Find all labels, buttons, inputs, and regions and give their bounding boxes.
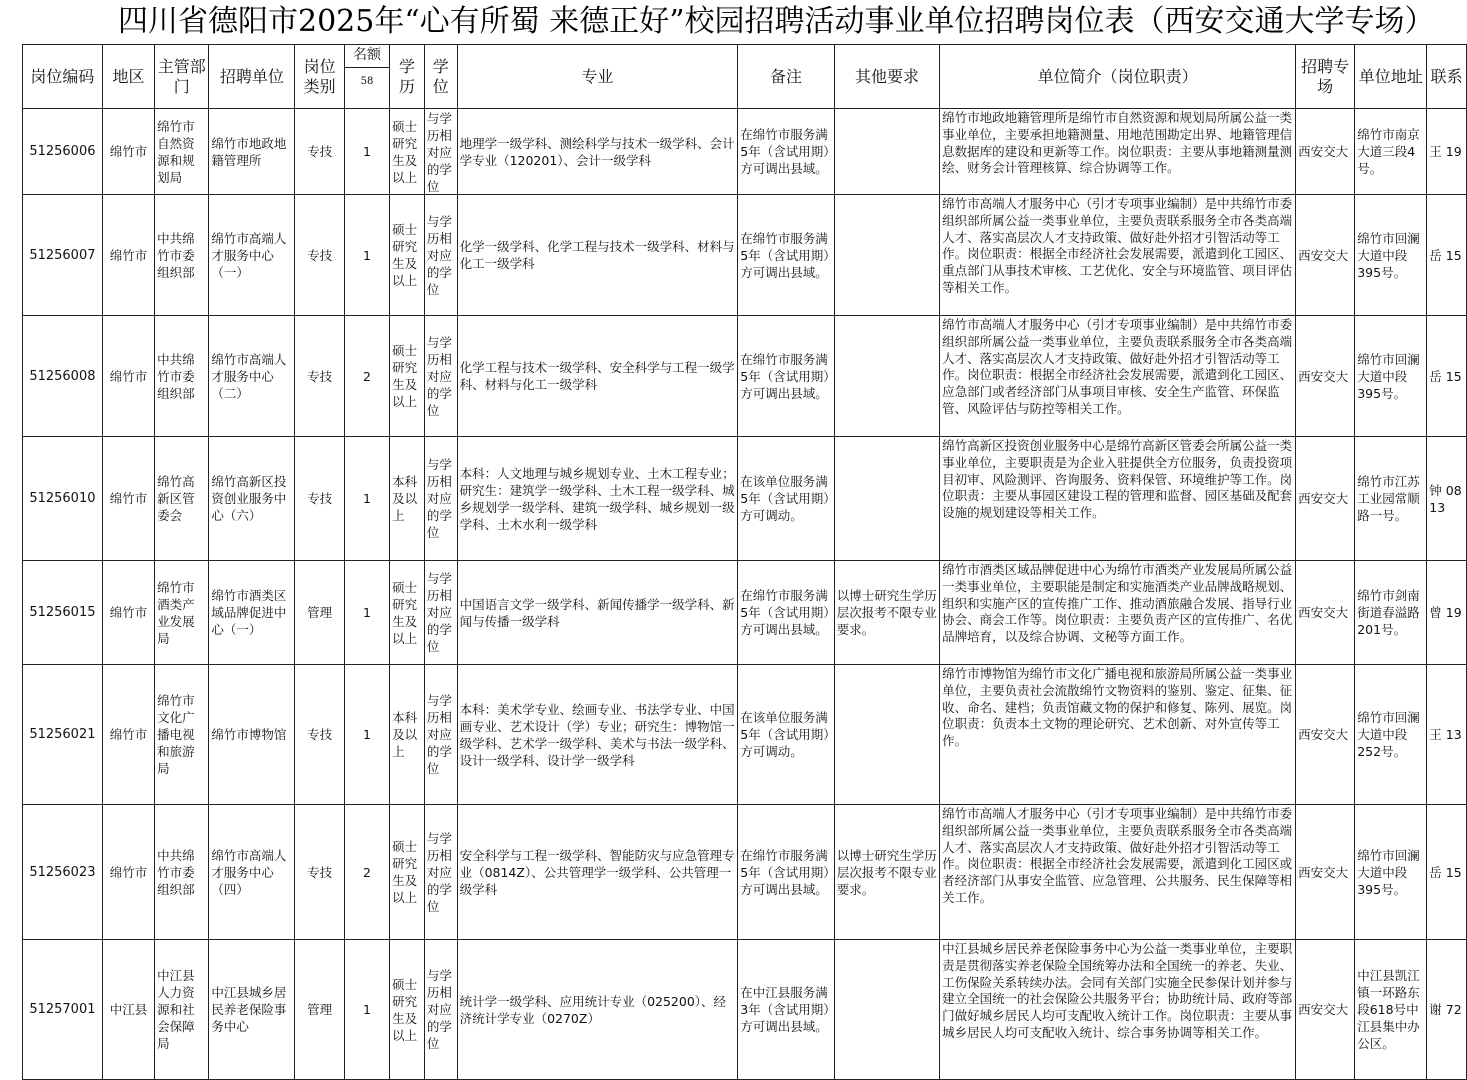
row-contact-text: 钟 08 13	[1429, 482, 1462, 515]
row-degree	[424, 805, 457, 940]
row-type-text: 专技	[307, 727, 333, 742]
header-quota-label: 名额	[345, 45, 389, 68]
row-contact-text: 王 19	[1429, 144, 1462, 159]
row-edu	[390, 805, 425, 940]
row-quota-text: 2	[362, 368, 371, 384]
row-address	[1355, 195, 1427, 316]
row-area	[102, 316, 154, 437]
row-degree-text: 与学历相对应的学位	[426, 830, 452, 914]
row-unit-text: 绵竹高新区投资创业服务中心（六）	[211, 474, 287, 523]
row-dept-text: 绵竹市自然资源和规划局	[157, 118, 195, 185]
row-other	[834, 109, 939, 195]
row-unit-text: 绵竹市高端人才服务中心（一）	[211, 230, 287, 280]
row-remark	[738, 665, 835, 805]
table-row	[23, 437, 1467, 561]
row-intro-text: 绵竹高新区投资创业服务中心是绵竹高新区管委会所属公益一类事业单位，主要职责是为企业入驻提供全方位服务，负责投资项目初审、风险测评、咨询服务、资料保管、环境维护等工作。岗位职责：主要从事园区建设工程的管理和监督、园区基础及配套设施的规划建设等相关工作。	[942, 438, 1293, 521]
row-quota	[344, 316, 389, 437]
row-quota-text: 1	[362, 1002, 371, 1017]
row-dept-text: 绵竹市文化广播电视和旅游局	[157, 693, 195, 776]
row-type-text: 专技	[307, 368, 333, 384]
row-degree	[424, 940, 457, 1080]
row-other	[834, 316, 939, 437]
row-code-text: 51256008	[29, 368, 96, 384]
row-edu-text: 硕士研究生及以上	[392, 976, 418, 1043]
header-edu: 学历	[390, 45, 425, 109]
job-table-container	[22, 44, 1467, 1080]
row-session-text: 西安交大	[1298, 605, 1349, 620]
row-dept	[155, 940, 209, 1080]
header-remark: 备注	[738, 45, 835, 109]
row-edu	[390, 316, 425, 437]
header-area: 地区	[102, 45, 154, 109]
row-session-text: 西安交大	[1298, 144, 1349, 159]
row-intro-text: 绵竹市博物馆为绵竹市文化广播电视和旅游局所属公益一类事业单位，主要负责社会流散绵竹文物资料的鉴别、鉴定、征集、征收、命名、建档；负责馆藏文物的保护和修复、陈列、展览。岗位职责：负责本土文物的理论研究、艺术创新、对外宣传等工作。	[942, 666, 1293, 749]
row-major-text: 本科：美术学专业、绘画专业、书法学专业、中国画专业、艺术设计（学）专业；研究生：博物馆一级学科、艺术学一级学科、美术与书法一级学科、设计一级学科、设计学一级学科	[459, 701, 735, 768]
row-session	[1296, 561, 1355, 665]
row-area	[102, 561, 154, 665]
row-code	[23, 561, 103, 665]
row-unit	[209, 940, 295, 1080]
header-contact: 联系	[1427, 45, 1467, 109]
row-edu-text: 硕士研究生及以上	[392, 343, 418, 409]
row-session	[1296, 437, 1355, 561]
header-session: 招聘专场	[1296, 45, 1355, 109]
row-major-text: 安全科学与工程一级学科、智能防灾与应急管理专业（0814Z）、公共管理学一级学科、公共管理一级学科	[459, 847, 735, 897]
row-remark	[738, 805, 835, 940]
row-type	[295, 109, 344, 195]
row-degree-text: 与学历相对应的学位	[426, 213, 452, 297]
row-remark	[738, 316, 835, 437]
row-code	[23, 109, 103, 195]
row-other	[834, 805, 939, 940]
row-degree-text: 与学历相对应的学位	[426, 693, 452, 776]
table-row	[23, 805, 1467, 940]
row-other	[834, 437, 939, 561]
row-other	[834, 195, 939, 316]
row-major	[457, 195, 738, 316]
table-body	[23, 109, 1467, 1080]
row-degree-text: 与学历相对应的学位	[426, 110, 452, 194]
row-area	[102, 437, 154, 561]
row-address	[1355, 665, 1427, 805]
header-dept: 主管部门	[155, 45, 209, 109]
row-address-text: 绵竹市回澜大道中段252号。	[1357, 710, 1420, 759]
row-session-text: 西安交大	[1298, 247, 1349, 263]
row-unit	[209, 437, 295, 561]
row-remark-text: 在绵竹市服务满5年（含试用期）方可调出县域。	[740, 847, 830, 897]
row-major	[457, 805, 738, 940]
row-type	[295, 316, 344, 437]
row-dept-text: 中共绵竹市委组织部	[157, 847, 195, 897]
row-type-text: 专技	[307, 491, 333, 506]
row-address	[1355, 437, 1427, 561]
row-session	[1296, 805, 1355, 940]
row-code	[23, 195, 103, 316]
row-quota	[344, 940, 389, 1080]
table-row	[23, 195, 1467, 316]
row-address	[1355, 805, 1427, 940]
header-degree: 学位	[424, 45, 457, 109]
row-other	[834, 561, 939, 665]
row-edu-text: 硕士研究生及以上	[392, 579, 418, 646]
row-edu-text: 硕士研究生及以上	[392, 118, 418, 185]
row-major-text: 统计学一级学科、应用统计专业（025200）、经济统计学专业（0270Z）	[459, 993, 727, 1026]
row-session	[1296, 940, 1355, 1080]
row-quota-text: 1	[362, 247, 371, 263]
row-degree-text: 与学历相对应的学位	[426, 334, 452, 418]
row-session	[1296, 195, 1355, 316]
row-contact-text: 岳 15	[1429, 368, 1462, 384]
row-code-text: 51256006	[29, 144, 96, 159]
row-contact-text: 王 13	[1429, 727, 1462, 742]
table-row	[23, 316, 1467, 437]
row-degree	[424, 316, 457, 437]
row-dept	[155, 195, 209, 316]
row-unit	[209, 805, 295, 940]
row-intro-text: 绵竹市高端人才服务中心（引才专项事业编制）是中共绵竹市委组织部所属公益一类事业单位，主要负责联系服务全市各类高端人才、落实高层次人才支持政策、做好赴外招才引智活动等工作。岗位职责：根据全市经济社会发展需要，派遣到化工园区、重点部门从事技术审核、工艺优化、安全与环境监管、项目评估等相关工作。	[942, 196, 1293, 295]
page-title: 四川省德阳市2025年“心有所蜀 来德正好”校园招聘活动事业单位招聘岗位表（西安交通大学专场）	[118, 4, 1435, 39]
row-unit-text: 中江县城乡居民养老保险事务中心	[211, 985, 287, 1034]
row-remark-text: 在该单位服务满5年（含试用期）方可调动。	[740, 474, 830, 523]
row-code-text: 51256015	[29, 605, 96, 620]
row-area-text: 中江县	[109, 1002, 148, 1017]
row-edu	[390, 437, 425, 561]
row-code	[23, 805, 103, 940]
row-contact	[1427, 195, 1467, 316]
row-quota	[344, 665, 389, 805]
row-unit	[209, 195, 295, 316]
row-quota-text: 1	[362, 727, 371, 742]
row-type-text: 管理	[307, 1002, 333, 1017]
row-intro-text: 绵竹市高端人才服务中心（引才专项事业编制）是中共绵竹市委组织部所属公益一类事业单位，主要负责联系服务全市各类高端人才、落实高层次人才支持政策、做好赴外招才引智活动等工作。岗位职责：根据全市经济社会发展需要，派遣到化工园区、应急部门或者经济部门从事项目审核、安全生产监管、环保监管、风险评估与防控等相关工作。	[942, 317, 1293, 416]
row-area-text: 绵竹市	[109, 368, 148, 384]
row-code	[23, 665, 103, 805]
table-row	[23, 109, 1467, 195]
row-session-text: 西安交大	[1298, 727, 1349, 742]
row-dept	[155, 561, 209, 665]
row-remark-text: 在绵竹市服务满5年（含试用期）方可调出县域。	[740, 127, 830, 176]
row-intro-text: 中江县城乡居民养老保险事务中心为公益一类事业单位，主要职责是贯彻落实养老保险全国统筹办法和全国统一的养老、失业、工伤保险关系转续办法。会同有关部门实施全民参保计划并参与建立全国统一的社会保险公共服务平台；协助统计局、政府等部门做好城乡居民人均可支配收入统计工作。岗位职责：主要从事城乡居民人均可支配收入统计、综合事务协调等相关工作。	[942, 941, 1293, 1040]
row-contact	[1427, 109, 1467, 195]
row-edu-text: 本科及以上	[392, 710, 418, 759]
row-remark-text: 在绵竹市服务满5年（含试用期）方可调出县域。	[740, 351, 830, 401]
row-major-text: 地理学一级学科、测绘科学与技术一级学科、会计学专业（120201）、会计一级学科	[459, 135, 735, 168]
row-dept	[155, 109, 209, 195]
row-other-text: 以博士研究生学历层次报考不限专业要求。	[836, 588, 937, 637]
row-dept	[155, 665, 209, 805]
row-unit-text: 绵竹市地政地籍管理所	[211, 135, 287, 168]
row-intro	[940, 665, 1296, 805]
row-address-text: 绵竹市回澜大道中段395号。	[1357, 847, 1420, 897]
row-major	[457, 316, 738, 437]
row-remark	[738, 940, 835, 1080]
row-contact	[1427, 316, 1467, 437]
row-contact	[1427, 561, 1467, 665]
header-major: 专业	[457, 45, 738, 109]
row-intro	[940, 940, 1296, 1080]
row-major	[457, 437, 738, 561]
row-type	[295, 940, 344, 1080]
row-contact-text: 岳 15	[1429, 247, 1462, 263]
row-major	[457, 665, 738, 805]
table-row	[23, 561, 1467, 665]
header-intro: 单位简介（岗位职责）	[940, 45, 1296, 109]
row-quota-text: 1	[362, 144, 371, 159]
table-row	[23, 665, 1467, 805]
row-intro	[940, 316, 1296, 437]
header-quota-total: 58	[360, 76, 374, 87]
row-unit	[209, 561, 295, 665]
row-area	[102, 109, 154, 195]
row-address-text: 绵竹市回澜大道中段395号。	[1357, 351, 1420, 401]
row-session-text: 西安交大	[1298, 864, 1349, 880]
row-session	[1296, 316, 1355, 437]
row-remark-text: 在该单位服务满5年（含试用期）方可调动。	[740, 710, 830, 759]
row-degree-text: 与学历相对应的学位	[426, 968, 452, 1051]
row-dept	[155, 437, 209, 561]
row-intro	[940, 195, 1296, 316]
row-edu	[390, 195, 425, 316]
row-other-text: 以博士研究生学历层次报考不限专业要求。	[836, 847, 937, 897]
row-intro-text: 绵竹市酒类区域品牌促进中心为绵竹市酒类产业发展局所属公益一类事业单位，主要职能是制定和实施酒类产业品牌战略规划、组织和实施产区的宣传推广工作、推动酒旅融合发展、指导行业协会、商会工作等。岗位职责：主要负责产区的宣传推广、名优品牌培育，以及综合协调、文秘等方面工作。	[942, 562, 1293, 645]
row-area-text: 绵竹市	[109, 247, 148, 263]
row-code	[23, 316, 103, 437]
row-address-text: 绵竹市回澜大道中段395号。	[1357, 230, 1420, 280]
row-code-text: 51257001	[29, 1002, 96, 1017]
row-degree-text: 与学历相对应的学位	[426, 571, 452, 654]
row-code	[23, 437, 103, 561]
row-code-text: 51256007	[29, 247, 96, 263]
row-session-text: 西安交大	[1298, 491, 1349, 506]
row-dept-text: 中共绵竹市委组织部	[157, 230, 195, 280]
row-major	[457, 940, 738, 1080]
row-major	[457, 109, 738, 195]
row-type-text: 管理	[307, 605, 333, 620]
row-type	[295, 805, 344, 940]
row-area-text: 绵竹市	[109, 605, 148, 620]
row-address	[1355, 561, 1427, 665]
row-degree	[424, 437, 457, 561]
header-unit: 招聘单位	[209, 45, 295, 109]
row-session	[1296, 109, 1355, 195]
row-degree	[424, 195, 457, 316]
row-edu	[390, 665, 425, 805]
row-quota	[344, 437, 389, 561]
row-remark-text: 在绵竹市服务满5年（含试用期）方可调出县域。	[740, 230, 830, 280]
row-type	[295, 195, 344, 316]
row-degree	[424, 561, 457, 665]
row-type	[295, 561, 344, 665]
row-area-text: 绵竹市	[109, 144, 148, 159]
row-session	[1296, 665, 1355, 805]
row-contact	[1427, 665, 1467, 805]
row-degree-text: 与学历相对应的学位	[426, 457, 452, 540]
row-major-text: 化学工程与技术一级学科、安全科学与工程一级学科、材料与化工一级学科	[459, 360, 735, 392]
row-intro-text: 绵竹市地政地籍管理所是绵竹市自然资源和规划局所属公益一类事业单位，主要承担地籍测量、用地范围勘定出界、地籍管理信息数据库的建设和更新等工作。岗位职责：主要从事地籍测量测绘、财务会计管理核算、综合协调等工作。	[942, 110, 1293, 176]
row-contact	[1427, 940, 1467, 1080]
row-code	[23, 940, 103, 1080]
row-address-text: 绵竹市江苏工业园常顺路一号。	[1357, 474, 1420, 523]
row-other	[834, 665, 939, 805]
row-address-text: 绵竹市南京大道三段4号。	[1357, 127, 1420, 176]
row-session-text: 西安交大	[1298, 368, 1349, 384]
row-address	[1355, 316, 1427, 437]
row-dept-text: 中江县人力资源和社会保障局	[157, 968, 195, 1051]
row-area	[102, 665, 154, 805]
row-code-text: 51256023	[29, 864, 96, 880]
row-remark	[738, 437, 835, 561]
row-dept	[155, 805, 209, 940]
row-type-text: 专技	[307, 247, 333, 263]
row-major-text: 本科：人文地理与城乡规划专业、土木工程专业；研究生：建筑学一级学科、土木工程一级学科、城乡规划学一级学科、建筑一级学科、城乡规划一级学科、土木水利一级学科	[459, 465, 735, 532]
table-header-row	[23, 45, 1467, 109]
row-type	[295, 437, 344, 561]
row-type	[295, 665, 344, 805]
row-edu	[390, 561, 425, 665]
row-contact-text: 谢 72	[1429, 1002, 1462, 1017]
row-unit	[209, 316, 295, 437]
row-quota	[344, 805, 389, 940]
row-unit-text: 绵竹市高端人才服务中心（四）	[211, 847, 287, 897]
row-unit-text: 绵竹市酒类区域品牌促进中心（一）	[211, 588, 287, 637]
row-address	[1355, 940, 1427, 1080]
table-row	[23, 940, 1467, 1080]
row-intro	[940, 561, 1296, 665]
row-remark	[738, 109, 835, 195]
row-degree	[424, 109, 457, 195]
row-code-text: 51256021	[29, 727, 96, 742]
row-intro-text: 绵竹市高端人才服务中心（引才专项事业编制）是中共绵竹市委组织部所属公益一类事业单位，主要负责联系服务全市各类高端人才、落实高层次人才支持政策、做好赴外招才引智活动等工作。岗位职责：根据全市经济社会发展需要，派遣到化工园区或者经济部门从事安全监管、应急管理、公共服务、民生保障等相关工作。	[942, 806, 1293, 905]
row-edu-text: 本科及以上	[392, 474, 418, 523]
row-area-text: 绵竹市	[109, 727, 148, 742]
row-type-text: 专技	[307, 144, 333, 159]
row-contact-text: 曾 19	[1429, 605, 1462, 620]
row-type-text: 专技	[307, 864, 333, 880]
row-area-text: 绵竹市	[109, 864, 148, 880]
row-unit-text: 绵竹市高端人才服务中心（二）	[211, 351, 287, 401]
row-quota	[344, 195, 389, 316]
row-intro	[940, 109, 1296, 195]
row-address-text: 中江县凯江镇一环路东段618号中江县集中办公区。	[1357, 968, 1420, 1051]
row-dept-text: 绵竹市酒类产业发展局	[157, 579, 195, 646]
row-major	[457, 561, 738, 665]
row-edu	[390, 940, 425, 1080]
row-area-text: 绵竹市	[109, 491, 148, 506]
row-code-text: 51256010	[29, 491, 96, 506]
row-quota	[344, 109, 389, 195]
row-remark-text: 在绵竹市服务满5年（含试用期）方可调出县域。	[740, 588, 830, 637]
row-unit	[209, 665, 295, 805]
row-quota-text: 2	[362, 864, 371, 880]
row-major-text: 中国语言文学一级学科、新闻传播学一级学科、新闻与传播一级学科	[459, 596, 735, 629]
row-contact-text: 岳 15	[1429, 864, 1462, 880]
row-dept-text: 中共绵竹市委组织部	[157, 351, 195, 401]
row-edu	[390, 109, 425, 195]
row-edu-text: 硕士研究生及以上	[392, 839, 418, 905]
job-table	[22, 44, 1467, 1080]
row-area	[102, 195, 154, 316]
header-type: 岗位类别	[295, 45, 344, 109]
row-contact	[1427, 805, 1467, 940]
row-dept-text: 绵竹高新区管委会	[157, 474, 195, 523]
row-edu-text: 硕士研究生及以上	[392, 222, 418, 288]
row-remark	[738, 195, 835, 316]
row-address	[1355, 109, 1427, 195]
header-other: 其他要求	[834, 45, 939, 109]
row-dept	[155, 316, 209, 437]
row-degree	[424, 665, 457, 805]
row-major-text: 化学一级学科、化学工程与技术一级学科、材料与化工一级学科	[459, 239, 735, 271]
row-remark-text: 在中江县服务满3年（含试用期）方可调出县域。	[740, 985, 830, 1034]
row-remark	[738, 561, 835, 665]
row-other	[834, 940, 939, 1080]
row-quota-text: 1	[362, 491, 371, 506]
header-quota	[344, 45, 389, 109]
row-unit	[209, 109, 295, 195]
row-contact	[1427, 437, 1467, 561]
row-session-text: 西安交大	[1298, 1002, 1349, 1017]
header-code: 岗位编码	[23, 45, 103, 109]
row-address-text: 绵竹市剑南街道春溢路201号。	[1357, 588, 1420, 637]
row-quota	[344, 561, 389, 665]
row-quota-text: 1	[362, 605, 371, 620]
header-address: 单位地址	[1355, 45, 1427, 109]
row-intro	[940, 437, 1296, 561]
row-intro	[940, 805, 1296, 940]
row-area	[102, 940, 154, 1080]
row-area	[102, 805, 154, 940]
row-unit-text: 绵竹市博物馆	[211, 727, 287, 742]
